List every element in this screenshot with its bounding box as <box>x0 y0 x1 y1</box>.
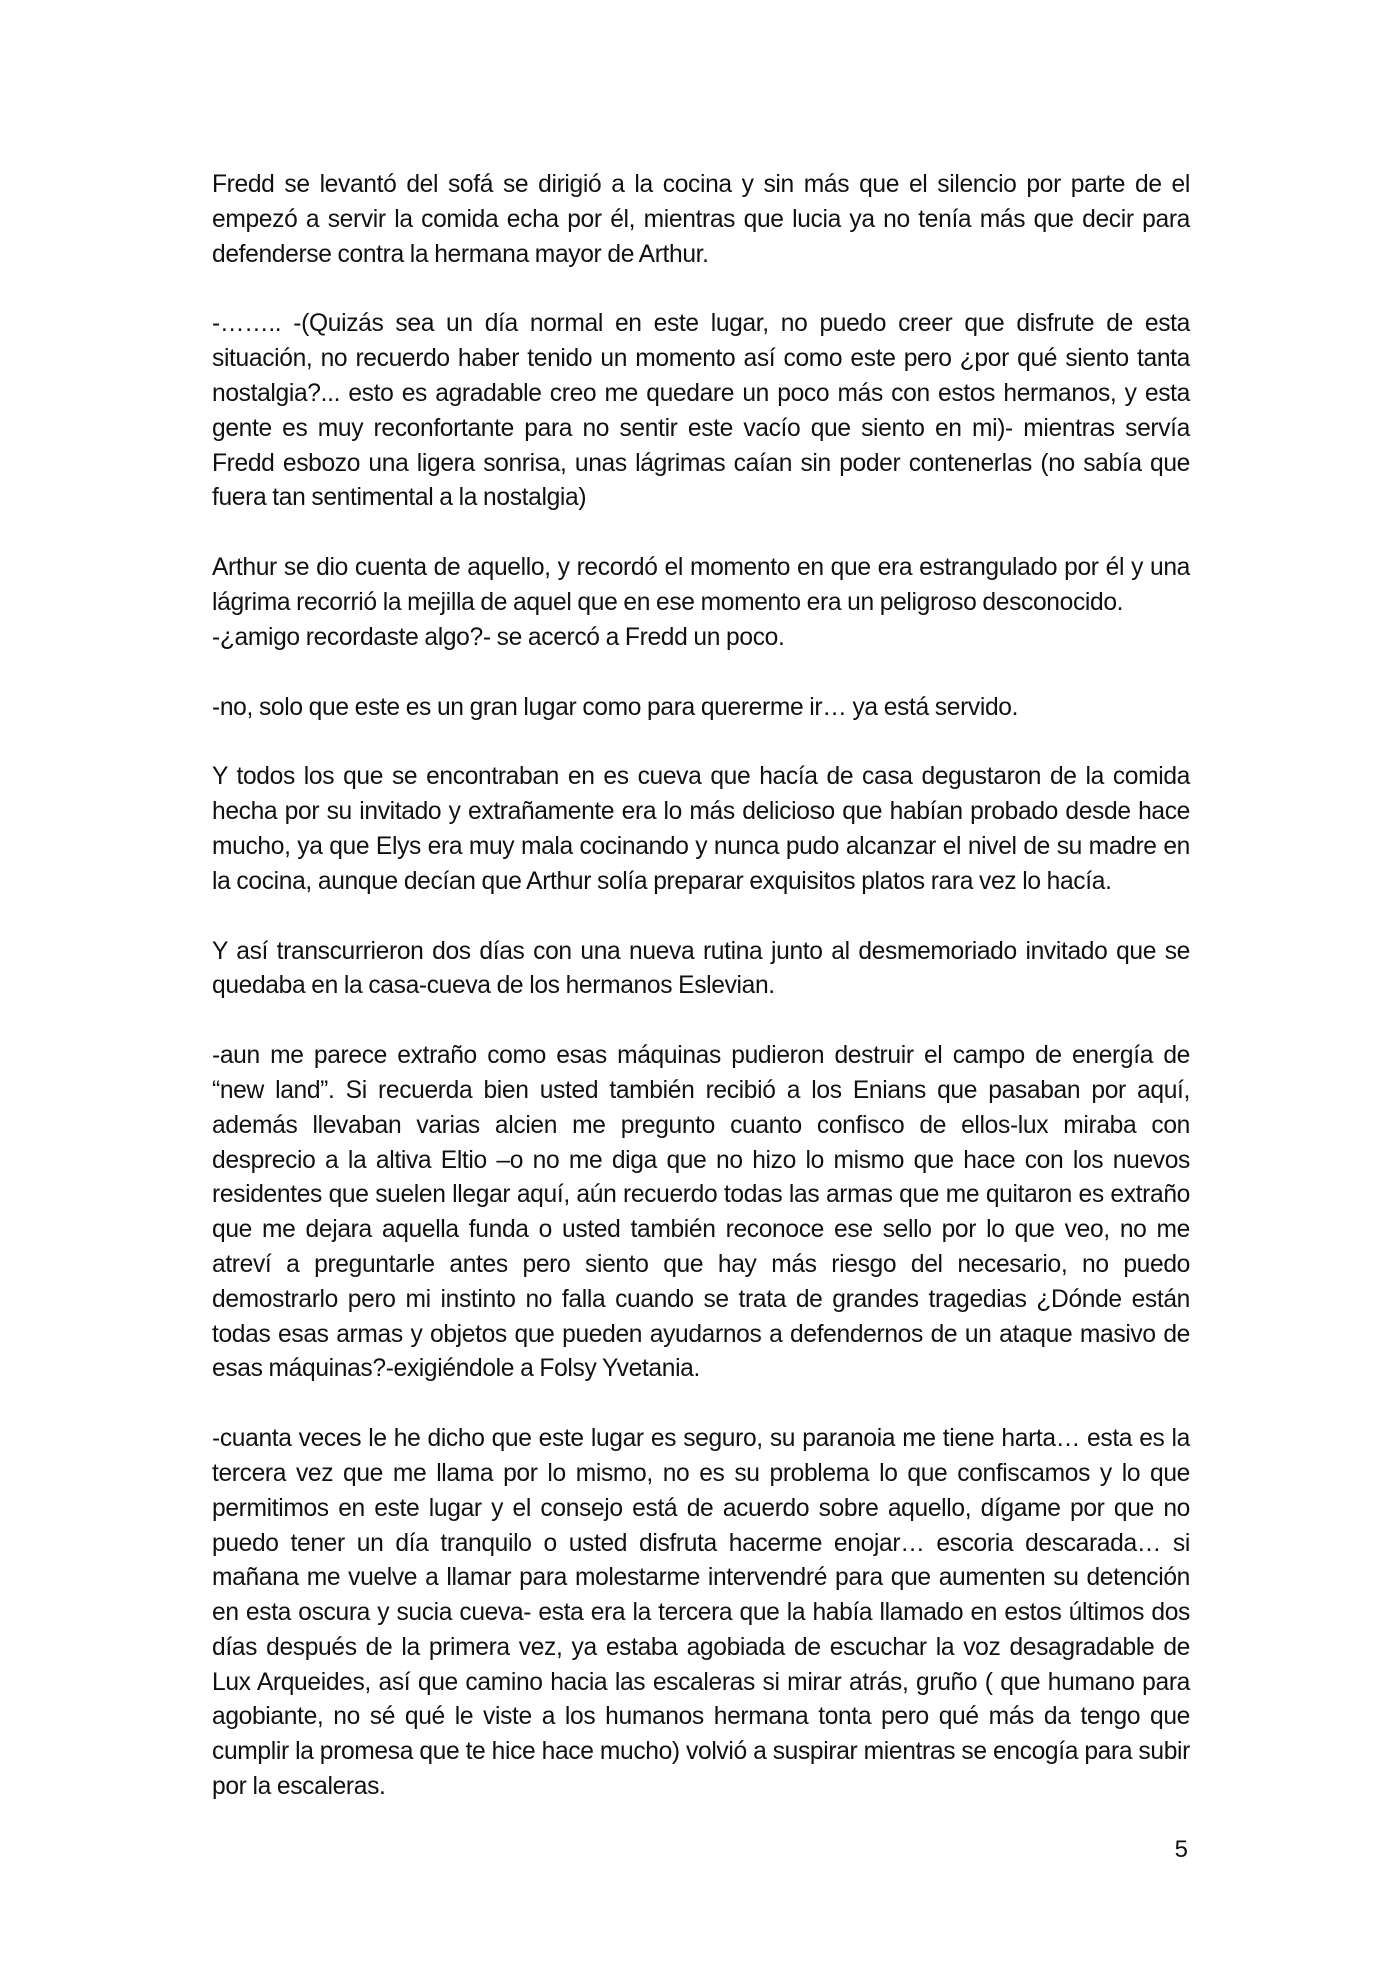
page-number: 5 <box>1174 1836 1188 1863</box>
paragraph-3-dialogue: -¿amigo recordaste algo?- se acercó a Fredd un poco. <box>212 623 785 651</box>
paragraph-6: Y así transcurrieron dos días con una nueva rutina junto al desmemoriado invitado que se quedaba en la casa-cueva de los hermanos Eslevian. <box>212 937 1190 1000</box>
paragraph-1: Fredd se levantó del sofá se dirigió a la cocina y sin más que el silencio por parte de el empezó a servir la comida echa por él, mientras que lucia ya no tenía más que decir para defenderse contra la hermana mayor de Arthur. <box>212 171 1190 268</box>
paragraph-8: -cuanta veces le he dicho que este lugar es seguro, su paranoia me tiene harta… esta es la tercera vez que me llama por lo mismo, no es su problema lo que confiscamos y lo que permitimos en este lugar y el consejo está de acuerdo sobre aquello, dígame por que no puedo tener un día tranquilo o usted disfruta hacerme enojar… escoria descarada… si mañana me vuelve a llamar para molestarme intervendré para que aumenten su detención en esta oscura y sucia cueva- esta era la tercera que la había llamado en estos últimos dos días después de la primera vez, ya estaba agobiada de escuchar la voz desagradable de Lux Arqueides, así que camino hacia las escaleras si mirar atrás, gruño ( que humano para agobiante, no sé qué le viste a los humanos hermana tonta pero qué más da tengo que cumplir la promesa que te hice hace mucho) volvió a suspirar mientras se encogía para subir por la escaleras. <box>212 1425 1190 1801</box>
paragraph-7: -aun me parece extraño como esas máquinas pudieron destruir el campo de energía de “new land”. Si recuerda bien usted también recibió a los Enians que pasaban por aquí, además llevaban varias alcien me pregunto cuanto confisco de ellos-lux miraba con desprecio a la altiva Eltio –o no me diga que no hizo lo mismo que hace con los nuevos residentes que suelen llegar aquí, aún recuerdo todas las armas que me quitaron es extraño que me dejara aquella funda o usted también reconoce ese sello por lo que veo, no me atreví a preguntarle antes pero siento que hay más riesgo del necesario, no puedo demostrarlo pero mi instinto no falla cuando se trata de grandes tragedias ¿Dónde están todas esas armas y objetos que pueden ayudarnos a defendernos de un ataque masivo de esas máquinas?-exigiéndole a Folsy Yvetania. <box>212 1042 1190 1383</box>
paragraph-2: -…….. -(Quizás sea un día normal en este lugar, no puedo creer que disfrute de esta situación, no recuerdo haber tenido un momento así como este pero ¿por qué siento tanta nostalgia?... esto es agradable creo me quedare un poco más con estos hermanos, y esta gente es muy reconfortante para no sentir este vacío que siento en mi)- mientras servía Fredd esbozo una ligera sonrisa, unas lágrimas caían sin poder contenerlas (no sabía que fuera tan sentimental a la nostalgia) <box>212 310 1190 512</box>
paragraph-5: Y todos los que se encontraban en es cueva que hacía de casa degustaron de la comida hecha por su invitado y extrañamente era lo más delicioso que habían probado desde hace mucho, ya que Elys era muy mala cocinando y nunca pudo alcanzar el nivel de su madre en la cocina, aunque decían que Arthur solía preparar exquisitos platos rara vez lo hacía. <box>212 763 1190 895</box>
body-text <box>212 168 1190 1805</box>
paragraph-3 <box>212 551 1190 655</box>
paragraph-3-narration: Arthur se dio cuenta de aquello, y recordó el momento en que era estrangulado por él y una lágrima recorrió la mejilla de aquel que en ese momento era un peligroso desconocido. <box>212 554 1190 616</box>
paragraph-4: -no, solo que este es un gran lugar como para quererme ir… ya está servido. <box>212 693 1019 721</box>
